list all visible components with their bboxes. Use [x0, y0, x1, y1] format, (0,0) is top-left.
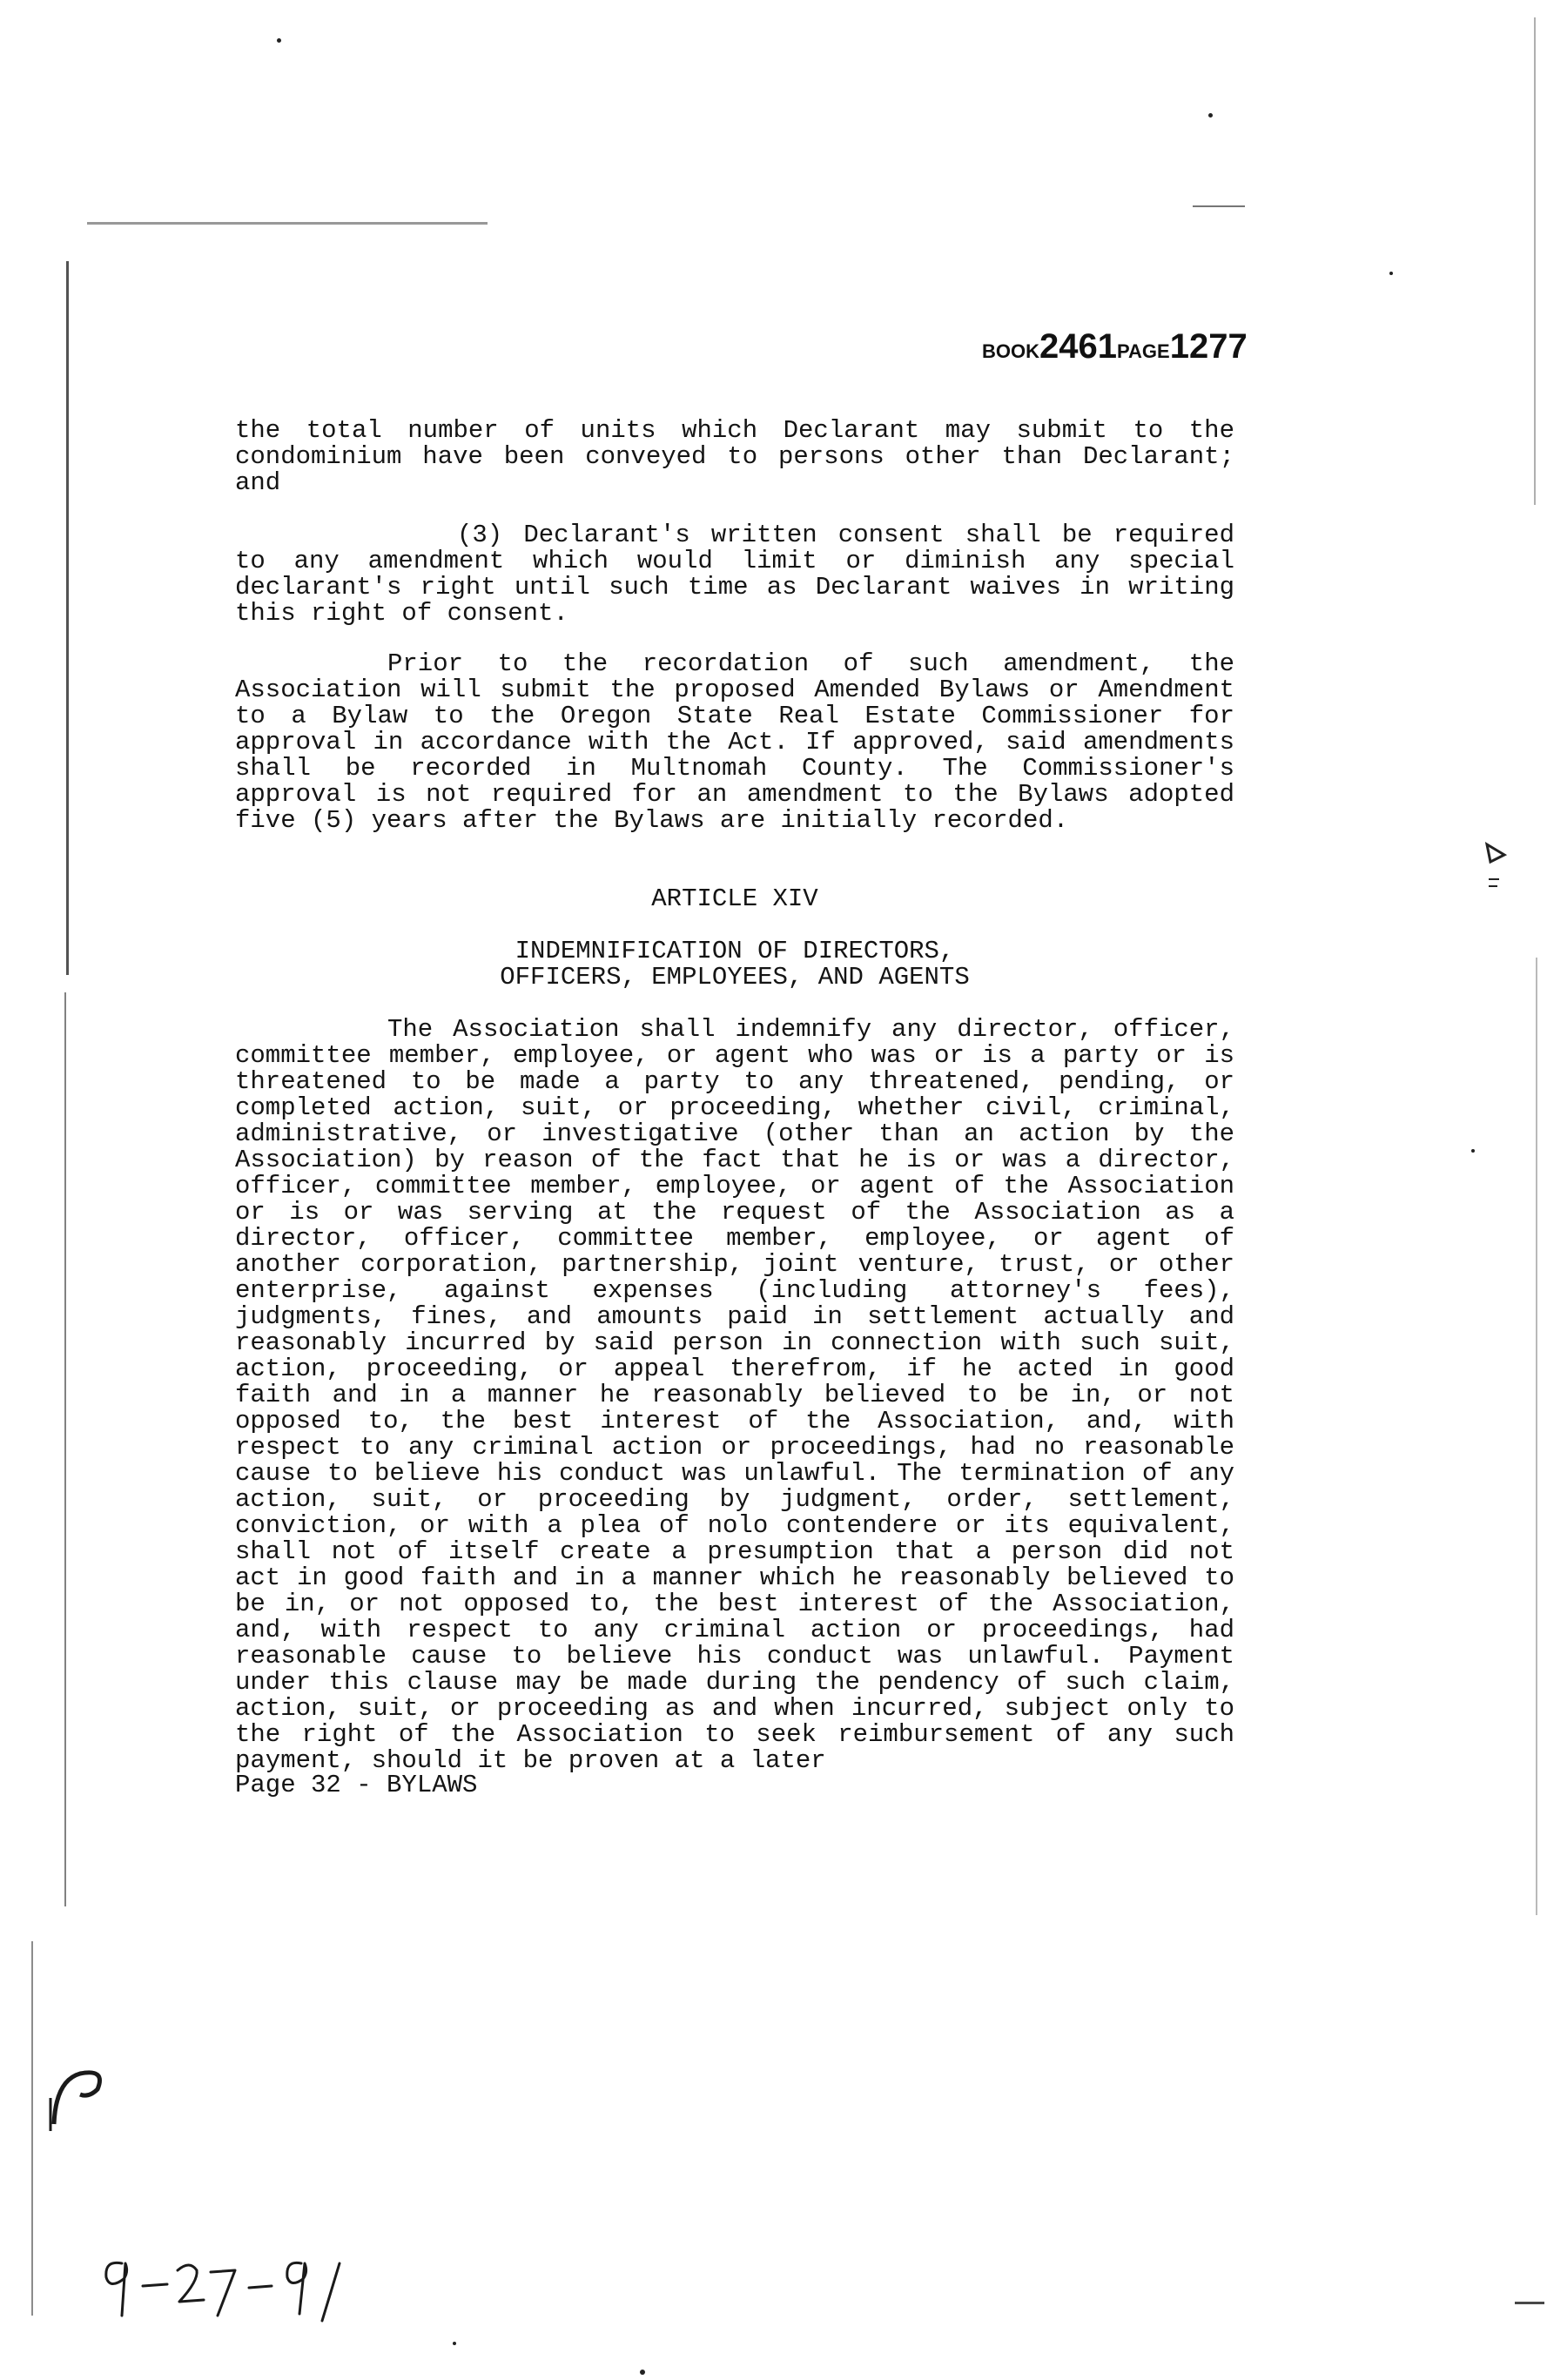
handwritten-date [87, 2229, 418, 2333]
bottom-right-dash [1515, 2302, 1544, 2304]
book-prefix: BOOK [982, 340, 1039, 362]
page-footer: Page 32 - BYLAWS [235, 1771, 478, 1799]
indemnification-block [235, 1017, 1234, 1774]
prior-recordation-block [235, 651, 1234, 834]
right-scan-edge-lower [1536, 958, 1537, 1915]
paragraph-item-3: (3) Declarant's written consent shall be required to any amendment which would limit or diminish any special declarant's right until such time as Declarant waives in writing this right of consent. [235, 521, 1234, 628]
paragraph-continuation: the total number of units which Declarant may submit to the condominium have been conveyed to persons other than Declarant; and [235, 416, 1234, 497]
corner-scribble-icon [45, 2063, 150, 2133]
body-text-column [235, 418, 1234, 496]
margin-mark-icon [1480, 836, 1515, 905]
speck [1208, 113, 1213, 118]
speck [1389, 272, 1393, 275]
paragraph-prior-recordation: Prior to the recordation of such amendment, the Association will submit the proposed Amended Bylaws or Amendment to a Bylaw to the Oregon State Real Estate Commissioner for approval in accordance with the Act. If approved, said amendments shall be recorded in Multnomah County. The Commissioner's approval is not required for an amendment to the Bylaws adopted five (5) years after the Bylaws are initially recorded. [235, 649, 1234, 835]
left-scan-edge [66, 261, 69, 975]
item-3-block [235, 522, 1234, 627]
page-number: 1277 [1169, 327, 1248, 366]
article-title [235, 938, 1234, 991]
top-right-dash [1193, 205, 1245, 207]
article-heading [235, 886, 1234, 912]
right-scan-edge [1534, 17, 1536, 505]
speck [277, 38, 281, 43]
book-page-stamp [982, 327, 1248, 366]
speck [453, 2342, 456, 2345]
article-number: ARTICLE XIV [651, 884, 818, 913]
left-scan-edge-lower [64, 992, 66, 1906]
page-prefix: PAGE [1116, 340, 1170, 362]
article-title-line-2: OFFICERS, EMPLOYEES, AND AGENTS [500, 963, 970, 992]
speck [640, 2370, 645, 2375]
article-title-line-1: INDEMNIFICATION OF DIRECTORS, [515, 937, 955, 965]
top-scan-streak [87, 222, 488, 225]
speck [1471, 1149, 1475, 1153]
paragraph-indemnification: The Association shall indemnify any director, officer, committee member, employee, or agent who was or is a party or is threatened to be made a party to any threatened, pending, or completed action, suit, or proceeding, whether civil, criminal, administrative, or investigative (other than an action by the Association) by reason of the fact that he is or was a director, officer, committee member, employee, or agent of the Association or is or was serving at the request of the Association as a director, officer, committee member, employee, or agent of another corporation, partnership, joint venture, trust, or other enterprise, against expenses (including attorney's fees), judgments, fines, and amounts paid in settlement actually and reasonably incurred by said person in connection with such suit, action, proceeding, or appeal therefrom, if he acted in good faith and in a manner he reasonably believed to be in, or not opposed to, the best interest of the Association, and, with respect to any criminal action or proceedings, had no reasonable cause to believe his conduct was unlawful. The termination of any action, suit, or proceeding by judgment, order, settlement, conviction, or with a plea of nolo contendere or its equivalent, shall not of itself create a presumption that a person did not act in good faith and in a manner which he reasonably believed to be in, or not opposed to, the best interest of the Association, and, with respect to any criminal action or proceedings, had reasonable cause to believe his conduct was unlawful. Payment under this clause may be made during the pendency of such claim, action, suit, or proceeding as and when incurred, subject only to the right of the Association to seek reimbursement of any such payment, should it be proven at a later [235, 1015, 1234, 1775]
bottom-left-edge [31, 1941, 33, 2316]
book-number: 2461 [1039, 327, 1117, 366]
